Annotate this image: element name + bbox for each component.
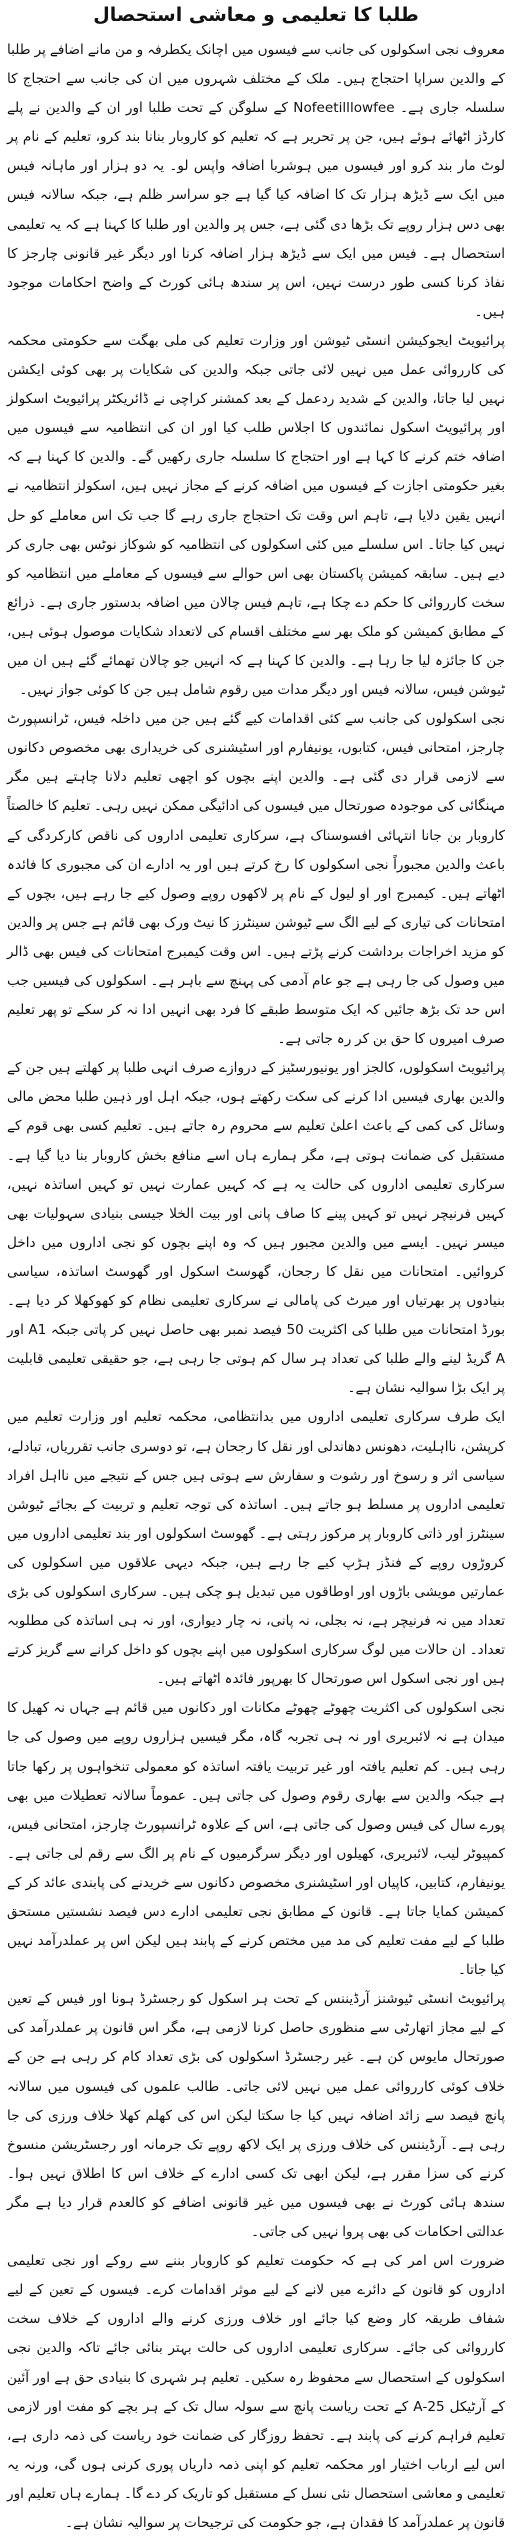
article-paragraph: پرائیویٹ ایجوکیشن انسٹی ٹیوشن اور وزارت تعلیم کی ملی بھگت سے حکومتی محکمہ کی کارروائی عمل میں نہیں لائی جاتی جبکہ والدین کی شکایات پر بھی کوئی ایکشن نہیں لیا جاتا، والدین کے شدید ردعمل کے بعد کمشنر کراچی نے ڈائریکٹر پرائیویٹ اسکولز اور پرائیویٹ اسکول نمائندوں کا اجلاس طلب کیا اور ان کی انتظامیہ سے فیسوں میں اضافہ ختم کرنے کا کہا ہے اور احتجاج کا سلسلہ جاری رکھیں گے۔ والدین کا کہنا ہے کہ بغیر حکومتی اجازت کے فیسوں میں اضافہ کرنے کے مجاز نہیں ہیں، اسکولز انتظامیہ نے انہیں یقین دلایا ہے، تاہم اس وقت تک احتجاج جاری رہے گا جب تک اس معاملے کو حل نہیں کیا جاتا۔ اس سلسلے میں کئی اسکولوں کی انتظامیہ کو شوکاز نوٹس بھی جاری کر دیے ہیں۔ سابقہ کمیشن پاکستان بھی اس حوالے سے فیسوں کے معاملے میں انتظامیہ کو سخت کارروائی کا حکم دے چکا ہے، تاہم فیس چالان میں اضافہ بدستور جاری ہے۔ ذرائع کے مطابق کمیشن کو ملک بھر سے مختلف اقسام کی لاتعداد شکایات موصول ہوئی ہیں، جن کا جائزہ لیا جا رہا ہے۔ والدین کا کہنا ہے کہ انہیں جو چالان تھمائے گئے ہیں ان میں ٹیوشن فیس، سالانہ فیس اور دیگر مدات میں رقوم شامل ہیں جن کا کوئی جواز نہیں۔ bbox=[7, 332, 505, 699]
article-body bbox=[7, 36, 506, 2531]
article-paragraph: نجی اسکولوں کی اکثریت چھوٹے چھوٹے مکانات اور دکانوں میں قائم ہے جہاں نہ کھیل کا میدان ہے نہ لائبریری اور نہ ہی تجربہ گاہ، مگر فیسیں ہزاروں روپے میں وصول کی جا رہی ہیں۔ کم تعلیم یافتہ اور غیر تربیت یافتہ اساتذہ کو معمولی تنخواہوں پر رکھا جاتا ہے جبکہ والدین سے بھاری رقوم وصول کی جاتی ہیں۔ عموماً سالانہ تعطیلات میں بھی پورے سال کی فیس وصول کی جاتی ہے، اس کے علاوہ ٹرانسپورٹ چارجز، امتحانی فیس، کمپیوٹر لیب، لائبریری، کھیلوں اور دیگر سرگرمیوں کے نام پر الگ سے رقم لی جاتی ہے۔ یونیفارم، کتابیں، کاپیاں اور اسٹیشنری مخصوص دکانوں سے خریدنے کی پابندی عائد کر کے کمیشن کمایا جاتا ہے۔ قانون کے مطابق نجی تعلیمی ادارے دس فیصد نشستیں مستحق طلبا کے لیے مفت تعلیم کی مد میں مختص کرنے کے پابند ہیں لیکن اس پر عملدرآمد نہیں کیا جاتا۔ bbox=[7, 1700, 505, 1979]
article-paragraph: پرائیویٹ اسکولوں، کالجز اور یونیورسٹیز کے دروازے صرف انہی طلبا پر کھلتے ہیں جن کے والدین بھاری فیسیں ادا کرنے کی سکت رکھتے ہوں، جبکہ اہل اور ذہین طلبا محض مالی وسائل کی کمی کے باعث اعلیٰ تعلیم سے محروم رہ جاتے ہیں۔ تعلیم کسی بھی قوم کے مستقبل کی ضمانت ہوتی ہے، مگر ہمارے ہاں اسے منافع بخش کاروبار بنا دیا گیا ہے۔ سرکاری تعلیمی اداروں کی حالت یہ ہے کہ کہیں عمارت نہیں تو کہیں اساتذہ نہیں، کہیں فرنیچر نہیں تو کہیں پینے کا صاف پانی اور بیت الخلا جیسی بنیادی سہولیات بھی میسر نہیں۔ ایسے میں والدین مجبور ہیں کہ وہ اپنے بچوں کو نجی اداروں میں داخل کروائیں۔ امتحانات میں نقل کا رجحان، گھوسٹ اسکول اور گھوسٹ اساتذہ، سیاسی بنیادوں پر بھرتیاں اور میرٹ کی پامالی نے سرکاری تعلیمی نظام کو کھوکھلا کر دیا ہے۔ بورڈ امتحانات میں طلبا کی اکثریت 50 فیصد نمبر بھی حاصل نہیں کر پاتی جبکہ A1 اور A گریڈ لینے والے طلبا کی تعداد ہر سال کم ہوتی جا رہی ہے، جو حقیقی تعلیمی قابلیت پر ایک بڑا سوالیہ نشان ہے۔ bbox=[7, 1060, 506, 1397]
article-paragraph: ایک طرف سرکاری تعلیمی اداروں میں بدانتظامی، محکمہ تعلیم اور وزارت تعلیم میں کرپشن، نااہلیت، دھونس دھاندلی اور نقل کا رجحان ہے، تو دوسری جانب تقرریاں، تبادلے، سیاسی اثر و رسوخ اور رشوت و سفارش سے ہوتی ہیں جس کے نتیجے میں نااہل افراد تعلیمی اداروں پر مسلط ہو جاتے ہیں۔ اساتذہ کی توجہ تعلیم و تربیت کے بجائے ٹیوشن سینٹرز اور ذاتی کاروبار پر مرکوز رہتی ہے۔ گھوسٹ اسکولوں اور بند تعلیمی اداروں میں کروڑوں روپے کے فنڈز ہڑپ کیے جا رہے ہیں، جبکہ دیہی علاقوں میں اسکولوں کی عمارتیں مویشی باڑوں اور اوطاقوں میں تبدیل ہو چکی ہیں۔ سرکاری اسکولوں کی بڑی تعداد میں نہ فرنیچر ہے، نہ بجلی، نہ پانی، نہ چار دیواری، اور نہ ہی اساتذہ کی مطلوبہ تعداد۔ ان حالات میں لوگ سرکاری اسکولوں میں اپنے بچوں کو داخل کرانے سے گریز کرتے ہیں اور نجی اسکول اس صورتحال کا بھرپور فائدہ اٹھاتے ہیں۔ bbox=[7, 1409, 505, 1688]
article-headline: طلبا کا تعلیمی و معاشی استحصال bbox=[93, 4, 419, 26]
article-paragraph: نجی اسکولوں کی جانب سے کئی اقدامات کیے گئے ہیں جن میں داخلہ فیس، ٹرانسپورٹ چارجز، امتحانی فیس، کتابوں، یونیفارم اور اسٹیشنری کی خریداری بھی مخصوص دکانوں سے لازمی قرار دی گئی ہے۔ والدین اپنے بچوں کو اچھی تعلیم دلانا چاہتے ہیں مگر مہنگائی کی موجودہ صورتحال میں فیسوں کی ادائیگی ممکن نہیں رہی۔ تعلیم کا خالصتاً کاروبار بن جانا انتہائی افسوسناک ہے، سرکاری تعلیمی اداروں کی ناقص کارکردگی کے باعث والدین مجبوراً نجی اسکولوں کا رخ کرتے ہیں اور یہ ادارے ان کی مجبوری کا فائدہ اٹھاتے ہیں۔ کیمبرج اور او لیول کے نام پر لاکھوں روپے وصول کیے جا رہے ہیں، بچوں کے امتحانات کی تیاری کے لیے الگ سے ٹیوشن سینٹرز کا نیٹ ورک بھی قائم ہے جس پر والدین کو مزید اخراجات برداشت کرنے پڑتے ہیں۔ اس وقت کیمبرج امتحانات کی فیس بھی ڈالر میں وصول کی جا رہی ہے جو عام آدمی کی پہنچ سے باہر ہے۔ اسکولوں کی فیسیں جب اس حد تک بڑھ جائیں کہ ایک متوسط طبقے کا فرد بھی انہیں ادا نہ کر سکے تو پھر تعلیم صرف امیروں کا حق بن کر رہ جاتی ہے۔ bbox=[7, 711, 505, 1048]
article-paragraph: پرائیویٹ انسٹی ٹیوشنز آرڈیننس کے تحت ہر اسکول کو رجسٹرڈ ہونا اور فیس کے تعین کے لیے مجاز اتھارٹی سے منظوری حاصل کرنا لازمی ہے، مگر اس قانون پر عملدرآمد کی صورتحال مایوس کن ہے۔ غیر رجسٹرڈ اسکولوں کی بڑی تعداد کام کر رہی ہے جن کے خلاف کوئی کارروائی عمل میں نہیں لائی جاتی۔ طالب علموں کی فیسوں میں سالانہ پانچ فیصد سے زائد اضافہ نہیں کیا جا سکتا لیکن اس کی کھلم کھلا خلاف ورزی کی جا رہی ہے۔ آرڈیننس کی خلاف ورزی پر ایک لاکھ روپے تک جرمانہ اور رجسٹریشن منسوخ کرنے کی سزا مقرر ہے، لیکن ابھی تک کسی ادارے کے خلاف اس کا اطلاق نہیں ہوا۔ سندھ ہائی کورٹ نے بھی فیسوں میں غیر قانونی اضافے کو کالعدم قرار دیا ہے مگر عدالتی احکامات کی بھی پروا نہیں کی جاتی۔ bbox=[7, 1991, 505, 2241]
article-paragraph: ضرورت اس امر کی ہے کہ حکومت تعلیم کو کاروبار بننے سے روکے اور نجی تعلیمی اداروں کو قانون کے دائرے میں لانے کے لیے موثر اقدامات کرے۔ فیسوں کے تعین کے لیے شفاف طریقہ کار وضع کیا جائے اور خلاف ورزی کرنے والے اداروں کے خلاف سخت کارروائی کی جائے۔ سرکاری تعلیمی اداروں کی حالت بہتر بنائی جائے تاکہ والدین نجی اسکولوں کے استحصال سے محفوظ رہ سکیں۔ تعلیم ہر شہری کا بنیادی حق ہے اور آئین کے آرٹیکل 25-A کے تحت ریاست پانچ سے سولہ سال تک کے ہر بچے کو مفت اور لازمی تعلیم فراہم کرنے کی پابند ہے۔ تحفظ روزگار کی ضمانت خود ریاست کی ذمہ داری ہے، اس لیے ارباب اختیار اور محکمہ تعلیم کو اپنی ذمہ داریاں پوری کرنی ہوں گی، ورنہ یہ تعلیمی و معاشی استحصال نئی نسل کے مستقبل کو تاریک کر دے گا۔ ہمارے ہاں تعلیم اور قانون پر عملدرآمد کا فقدان ہے، جو حکومت کی ترجیحات پر سوالیہ نشان ہے۔ bbox=[7, 2253, 506, 2531]
article-paragraph: معروف نجی اسکولوں کی جانب سے فیسوں میں اچانک یکطرفہ و من مانے اضافے پر طلبا کے والدین سراپا احتجاج ہیں۔ ملک کے مختلف شہروں میں ان کی جانب سے احتجاج کا سلسلہ جاری ہے۔ Nofeetilllowfee کے سلوگن کے تحت طلبا اور ان کے والدین نے پلے کارڈز اٹھائے ہوئے ہیں، جن پر تحریر ہے کہ تعلیم کو کاروبار بنانا بند کرو، تعلیم کے نام پر لوٹ مار بند کرو اور فیسوں میں ہوشربا اضافہ واپس لو۔ یہ دو ہزار اور ماہانہ فیس میں ایک سے ڈیڑھ ہزار تک کا اضافہ کیا گیا ہے جو سراسر ظلم ہے، جبکہ سالانہ فیس بھی دس ہزار روپے تک بڑھا دی گئی ہے، جس پر والدین اور طلبا کا کہنا ہے کہ یہ تعلیمی استحصال ہے۔ فیس میں ایک سے ڈیڑھ ہزار اضافہ کرنا اور دیگر غیر قانونی چارجز کا نفاذ کرنا کسی طور درست نہیں، اس پر سندھ ہائی کورٹ کے واضح احکامات موجود ہیں۔ bbox=[7, 42, 505, 320]
